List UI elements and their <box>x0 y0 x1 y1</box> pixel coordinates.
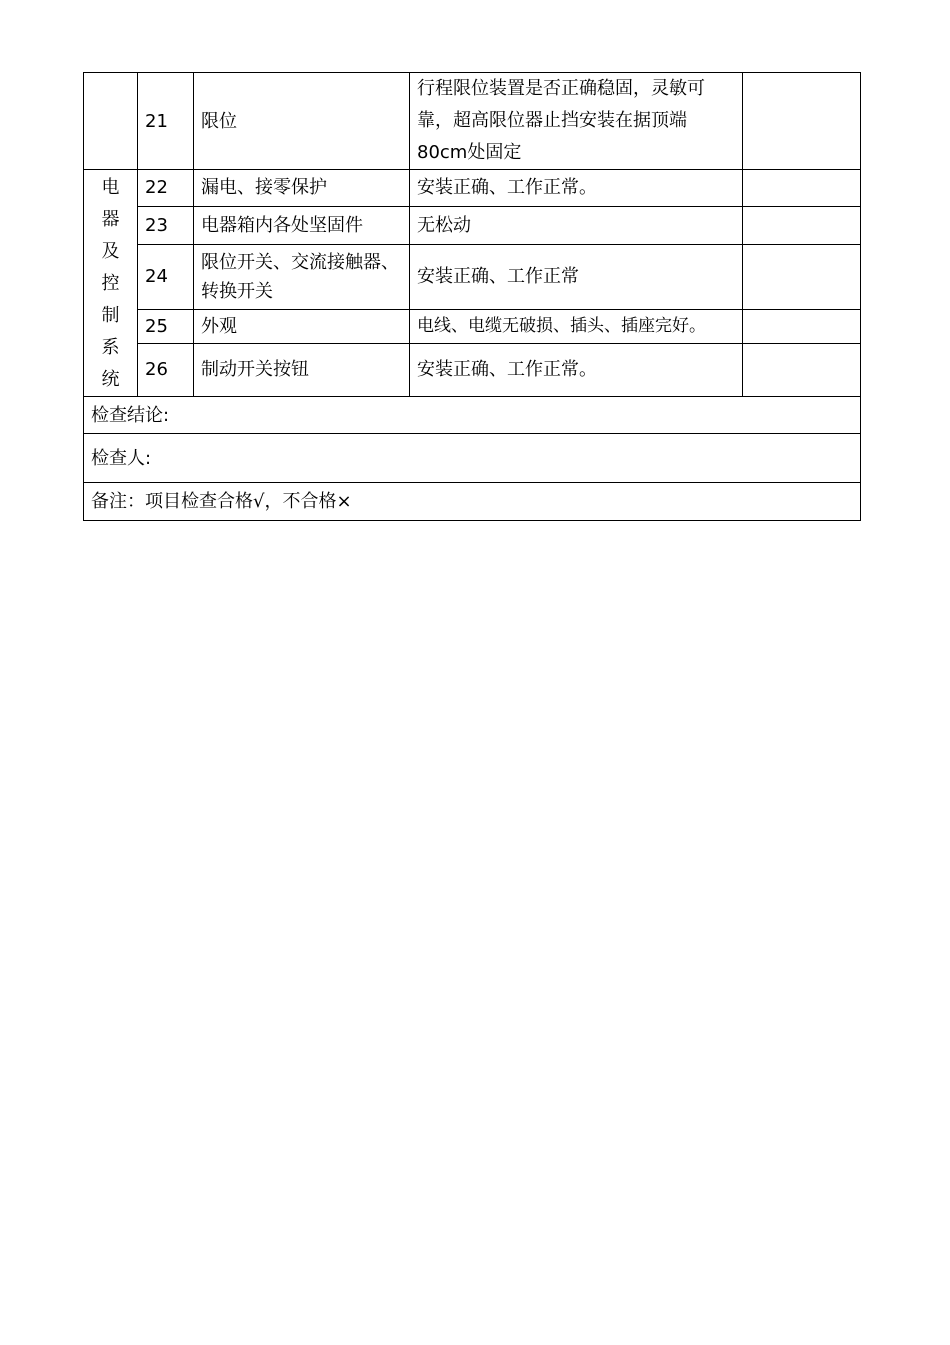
inspector-row <box>84 434 861 483</box>
row-item: 制动开关按钮 <box>194 343 410 396</box>
table-row <box>84 244 861 309</box>
row-number: 22 <box>138 170 194 207</box>
row-number: 23 <box>138 206 194 244</box>
row-number: 26 <box>138 343 194 396</box>
row-requirement: 电线、电缆无破损、插头、插座完好。 <box>410 310 743 344</box>
table-row <box>84 73 861 170</box>
table-row <box>84 206 861 244</box>
note-text: 备注：项目检查合格√，不合格× <box>84 483 861 521</box>
row-number: 25 <box>138 310 194 344</box>
row-item: 限位开关、交流接触器、转换开关 <box>194 244 410 309</box>
inspector-label[interactable]: 检查人: <box>84 434 861 483</box>
row-requirement: 安装正确、工作正常。 <box>410 170 743 207</box>
inspection-table <box>83 72 861 521</box>
row-item: 电器箱内各处坚固件 <box>194 206 410 244</box>
conclusion-row <box>84 397 861 434</box>
row-number: 21 <box>138 73 194 170</box>
category-cell-empty <box>84 73 138 170</box>
row-requirement: 无松动 <box>410 206 743 244</box>
row-number: 24 <box>138 244 194 309</box>
row-result[interactable] <box>743 343 861 396</box>
row-requirement: 行程限位装置是否正确稳固，灵敏可靠，超高限位器止挡安装在据顶端80cm处固定 <box>410 73 743 170</box>
note-row <box>84 483 861 521</box>
row-result[interactable] <box>743 206 861 244</box>
row-item: 外观 <box>194 310 410 344</box>
row-requirement: 安装正确、工作正常。 <box>410 343 743 396</box>
row-result[interactable] <box>743 73 861 170</box>
table-row <box>84 343 861 396</box>
row-item: 漏电、接零保护 <box>194 170 410 207</box>
row-item: 限位 <box>194 73 410 170</box>
row-result[interactable] <box>743 244 861 309</box>
category-label: 电器及控制系统 <box>101 177 120 390</box>
table-row <box>84 310 861 344</box>
row-result[interactable] <box>743 170 861 207</box>
row-requirement: 安装正确、工作正常 <box>410 244 743 309</box>
row-result[interactable] <box>743 310 861 344</box>
table-row <box>84 170 861 207</box>
category-cell <box>84 170 138 397</box>
conclusion-label[interactable]: 检查结论: <box>84 397 861 434</box>
